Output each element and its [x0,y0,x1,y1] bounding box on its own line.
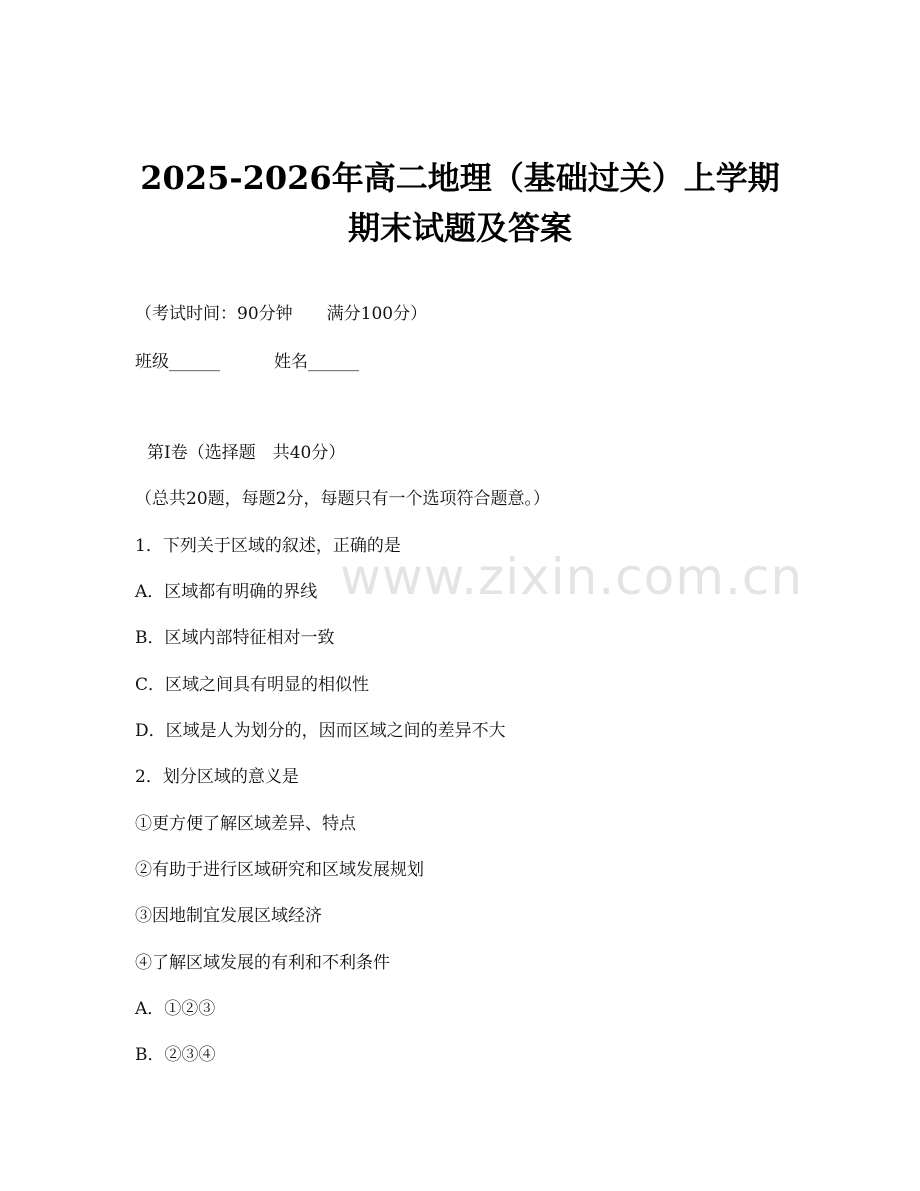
question-1-stem: 1．下列关于区域的叙述，正确的是 [135,536,401,556]
question-2-statement-3: ③因地制宜发展区域经济 [135,906,322,926]
section-heading: 第Ⅰ卷（选择题 共40分） [147,443,346,463]
exam-info: （考试时间：90分钟 满分100分） [135,304,428,324]
document-title-line-1: 2025-2026年高二地理（基础过关）上学期 [140,159,780,197]
question-2-statement-2: ②有助于进行区域研究和区域发展规划 [135,860,424,880]
question-2-option-a: A．①②③ [135,999,216,1019]
watermark: www.zixin.com.cn [340,548,804,606]
section-instructions: （总共20题，每题2分，每题只有一个选项符合题意。） [135,489,550,509]
question-1-option-c: C．区域之间具有明显的相似性 [135,675,370,695]
question-1-option-b: B．区域内部特征相对一致 [135,628,335,648]
question-2-statement-4: ④了解区域发展的有利和不利条件 [135,953,390,973]
question-2-option-b: B．②③④ [135,1045,216,1065]
question-1-option-d: D．区域是人为划分的，因而区域之间的差异不大 [135,721,506,741]
question-2-statement-1: ①更方便了解区域差异、特点 [135,814,356,834]
class-field: 班级______ [135,352,220,372]
document-title-line-2: 期末试题及答案 [347,209,572,247]
question-1-option-a: A．区域都有明确的界线 [135,582,318,602]
student-fields [135,350,359,374]
question-2-stem: 2．划分区域的意义是 [135,767,299,787]
name-field: 姓名______ [274,352,359,372]
